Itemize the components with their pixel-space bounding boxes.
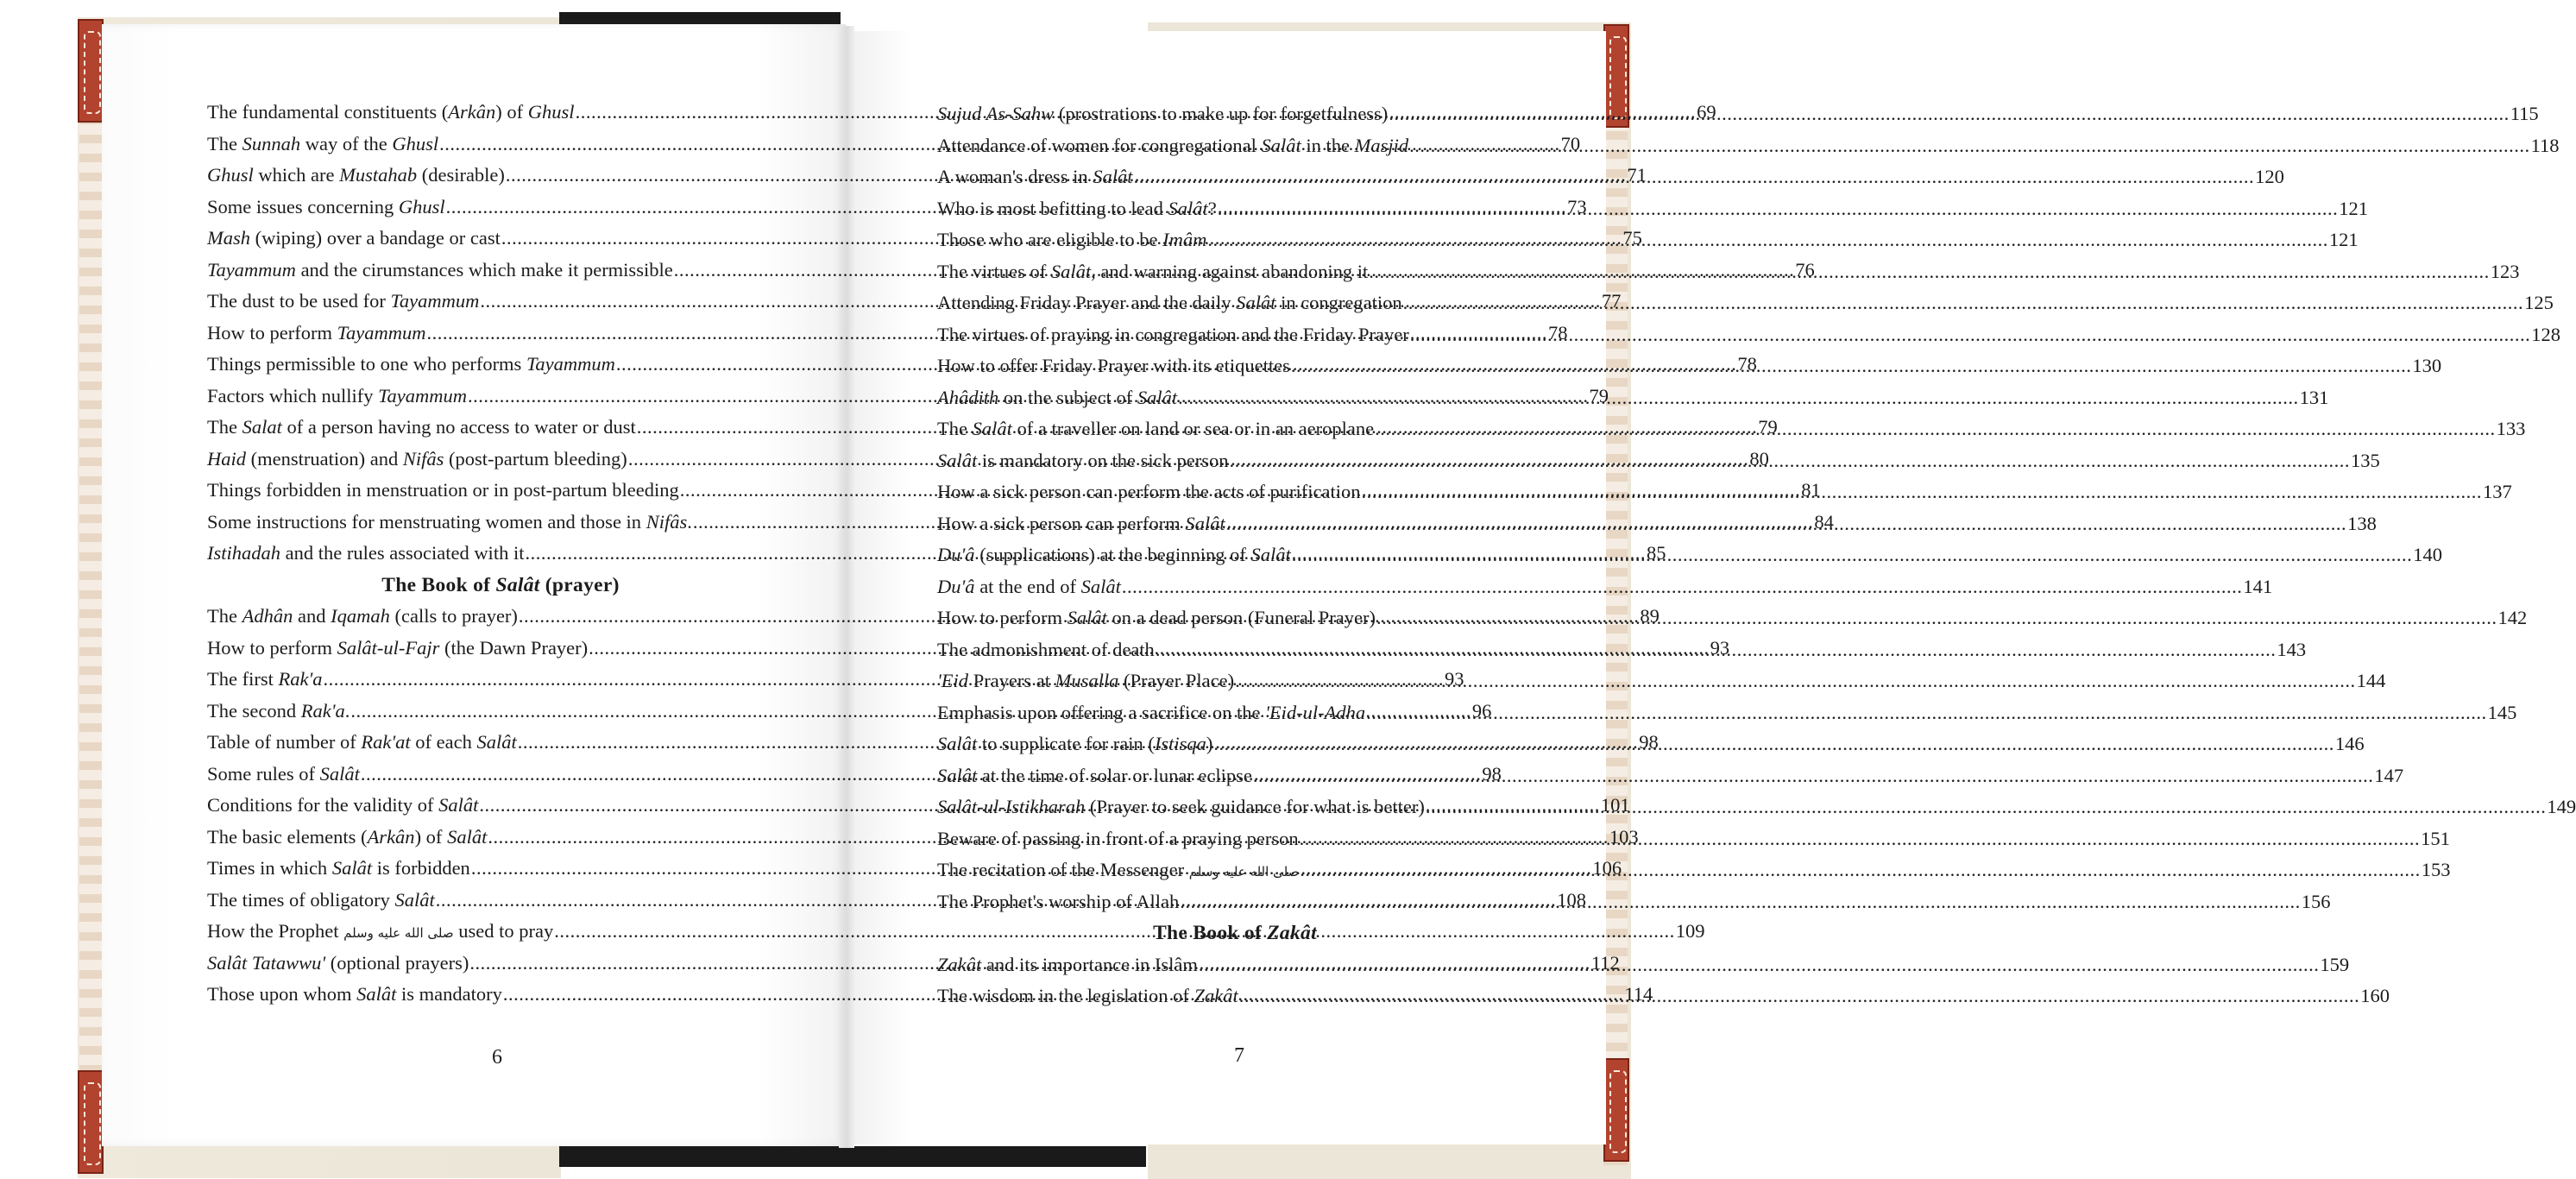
toc-title-part: Times in which [207,857,332,879]
toc-entry-title [207,538,524,570]
toc-title-part: in the [1301,134,1355,156]
toc-entry-title [207,822,487,854]
toc-title-part: How to perform [207,636,337,659]
toc-entry-title [937,319,1409,351]
toc-title-part: Ghusl [392,132,439,154]
toc-title-part: Masjid [1354,134,1409,156]
toc-title-part: used to pray [453,920,554,942]
toc-entry [937,697,2517,729]
toc-entry [937,571,2273,603]
toc-entry-title [207,444,627,476]
toc-title-part: Salat [242,416,282,438]
cover-pattern-left [79,21,104,1169]
toc-page-number: 78 [1737,353,1757,375]
toc-title-part: Attendance of women for congregational [937,134,1262,156]
toc-title-part: (calls to prayer) [389,605,518,627]
dot-leader [1366,697,2487,729]
toc-title-part: Imâm [1162,229,1207,250]
toc-title-part: The dust to be used for [207,290,391,312]
toc-title-part: Who is most befitting to lead [937,197,1168,219]
toc-title-part: (Prayer Place) [1118,670,1235,691]
toc-title-part: (Prayer to seek guidance for what is better) [1085,796,1425,817]
toc-entry-title [937,98,1388,130]
toc-title-part: How to offer Friday Prayer with its etiquettes [937,355,1290,376]
toc-title-part: Salât [1168,197,1208,219]
toc-title-part: (the Dawn Prayer) [439,636,589,659]
ornament-icon [1603,1058,1629,1162]
dot-leader [1229,445,2350,477]
toc-title-part: Attending Friday Prayer and the daily [937,292,1237,313]
toc-title-part: How to perform [207,321,337,344]
toc-page-number: 159 [2320,953,2350,975]
ornament-icon [78,19,104,123]
toc-entry-title [937,539,1291,571]
toc-entry [937,760,2404,792]
toc-title-part: ) of [414,825,448,848]
toc-entry-title [207,916,553,949]
toc-title-part: Tayammum [390,290,480,312]
toc-title-part: Table of number of [207,731,362,753]
toc-entry-title [207,192,445,224]
toc-entry-title [937,602,1376,634]
toc-title-part: Arkân [367,825,415,848]
toc-title-part: Emphasis upon offering a sacrifice on the [937,701,1266,723]
toc-page-number: 89 [1640,605,1660,627]
toc-title-part: Beware of passing in front of a praying person [937,827,1299,849]
toc-entry-title [937,791,1425,823]
toc-title-part: The recitation of the Messenger [937,859,1189,880]
toc-page-number: 145 [2487,701,2517,723]
toc-title-part: Zakât [1194,985,1238,1006]
toc-title-part: and the rules associated with it [280,542,525,564]
toc-title-part: The [207,605,242,627]
toc-title-part: Nifâs [646,510,688,533]
toc-title-part: Those upon whom [207,983,357,1005]
toc-page-number: 144 [2356,670,2386,691]
toc-page-number: 142 [2497,607,2528,628]
dot-leader [1409,130,2530,162]
dot-leader [1213,728,2334,760]
toc-title-part: (desirable) [417,164,505,186]
dot-leader [1239,980,2360,1012]
heading-text: (prayer) [539,573,620,596]
toc-title-part: . [344,699,350,722]
toc-page-number: 114 [1624,983,1653,1005]
toc-page-number: 76 [1795,258,1815,281]
toc-entry-title [207,412,636,444]
dot-leader [1218,193,2339,225]
toc-page-number: 153 [2421,859,2451,880]
toc-entry-title [937,508,1225,540]
toc-entry-title [207,475,679,507]
toc-entry-title [937,886,1179,918]
toc-title-part: The [207,132,242,154]
dot-leader [1376,602,2497,634]
dot-leader [1369,256,2490,288]
toc-title-part: Rak'a [300,699,345,722]
toc-page-number: 160 [2360,985,2390,1006]
toc-title-part: The fundamental constituents ( [207,101,449,123]
toc-title-part: How a sick person can perform the acts of purification [937,481,1361,502]
toc-page-number: 101 [1600,794,1630,816]
toc-page-number: 118 [2530,134,2560,156]
dot-leader [1361,476,2482,508]
toc-title-part: Du'â [937,575,975,597]
toc-entry-title [937,728,1212,760]
toc-title-part: The second [207,699,301,722]
toc-entry-title [937,476,1360,508]
toc-entry-title [207,318,426,350]
toc-entry-title [207,664,323,696]
toc-title-part: Salât [1250,544,1291,565]
ornament-icon [78,1070,104,1174]
toc-entry-title [207,255,673,287]
toc-entry-title [937,161,1133,193]
toc-title-part: and its importance in Islâm [981,953,1198,975]
toc-title-part: Salât Tatawwu' [207,951,326,974]
section-heading [207,570,794,602]
toc-title-part: Salât [1093,166,1133,187]
toc-page-number: 125 [2524,292,2554,313]
toc-entry-title [207,129,438,161]
toc-title-part: Ghusl [527,101,575,123]
toc-title-part: on a dead person (Funeral Prayer) [1106,607,1376,628]
toc-title-part: The times of obligatory [207,888,395,911]
toc-title-part: and [293,605,331,627]
toc-title-part: (menstruation) and [246,447,403,470]
dot-leader [1410,319,2531,351]
toc-title-part: at the time of solar or lunar eclipse [977,764,1252,786]
toc-title-part: Salât [972,418,1012,439]
heading-text: The Book of [1153,922,1268,944]
dot-leader [1199,949,2320,981]
toc-title-part: Salât [1185,512,1225,534]
toc-page-number: 98 [1639,731,1659,753]
toc-page-number: 106 [1592,857,1622,879]
toc-title-part: Prayers at [968,670,1055,691]
toc-page-number: 137 [2482,481,2512,502]
toc-page-number: 146 [2334,733,2365,754]
toc-title-part: How to perform [937,607,1068,628]
toc-title-part: on the subject of [998,386,1137,408]
toc-title-part: of each [410,731,477,753]
toc-title-part: Salât [937,764,978,786]
toc-title-part: Salât [1067,607,1107,628]
toc-title-part: Some issues concerning [207,195,399,218]
toc-title-part: which are [253,164,340,186]
toc-page-number: 79 [1758,416,1778,438]
page-number-right: 7 [1234,1044,1244,1067]
toc-page-number: 138 [2347,512,2377,534]
toc-title-part: The first [207,668,279,690]
toc-page-number: 80 [1749,447,1769,470]
page-number-left: 6 [492,1046,502,1069]
toc-title-part: in congregation [1275,292,1402,313]
toc-title-part: Things forbidden in menstruation or in post-partum bleeding [207,479,679,501]
toc-entry-title [207,507,692,539]
toc-entry-title [207,633,588,665]
toc-page-number: 93 [1445,668,1464,690]
toc-title-part: Adhân [242,605,293,627]
toc-title-part: ? [1207,197,1217,219]
toc-page-number: 112 [1590,951,1620,974]
toc-entry-title [937,697,1365,729]
toc-entry-title [937,980,1238,1012]
dot-leader [1403,287,2524,319]
toc-entry-title [937,130,1408,162]
toc-entry-title [207,790,478,822]
toc-page-number: 151 [2421,827,2450,849]
toc-title-part: Those who are eligible to be [937,229,1163,250]
toc-page-number: 85 [1646,542,1666,564]
toc-title-part: (prostrations to make up for forgetfulness) [1054,103,1389,124]
section-heading [937,917,1533,949]
toc-title-part: Ghusl [207,164,254,186]
toc-page-number: 128 [2531,323,2560,345]
toc-title-part: of a traveller on land or sea or in an aeroplane [1011,418,1375,439]
toc-title-part: Some rules of [207,762,320,785]
toc-title-part: of a person having no access to water or dust [281,416,636,438]
toc-title-part: Salât [356,983,397,1005]
heading-text: Zakât [1267,922,1317,944]
toc-title-part: The [937,418,973,439]
toc-title-part: Factors which nullify [207,384,379,407]
toc-entry-title [207,696,350,728]
toc-title-part: Salât [1236,292,1276,313]
dot-leader [1122,571,2243,603]
toc-entry [937,665,2386,697]
toc-title-part: Tayammum [378,384,468,407]
dot-leader [1235,665,2356,697]
toc-title-part: is mandatory on the sick person [977,449,1229,471]
toc-title-part: A woman's dress in [937,166,1093,187]
toc-title-part: Mustahab [339,164,418,186]
toc-page-number: 140 [2413,544,2443,565]
dot-leader [1178,382,2299,414]
toc-page-number: 69 [1697,101,1716,123]
toc-entry-title [937,193,1217,225]
toc-entry-title [207,759,360,791]
toc-title-part: The [207,416,242,438]
toc-title-part: Haid [207,447,246,470]
toc-page-number: 131 [2299,386,2329,408]
toc-entry-title [937,382,1177,414]
toc-entry-title [937,571,1121,603]
toc-title-part: Salât [1261,134,1301,156]
heading-text: Salât [495,573,540,596]
toc-page-number: 93 [1710,636,1730,659]
dot-leader [1253,760,2374,792]
toc-title-part: is mandatory [396,983,502,1005]
toc-entry-title [207,948,469,980]
toc-title-part: The Prophet's worship of Allah [937,890,1180,912]
toc-title-part: , and warning against abandoning it [1091,260,1369,282]
toc-entry-title [937,760,1252,792]
toc-entry-title [207,727,517,759]
toc-title-part: Salât [438,794,479,816]
toc-page-number: 143 [2277,638,2307,660]
dot-leader [1292,539,2413,571]
toc-title-part: and the cirumstances which make it permissible [295,258,673,281]
toc-page-number: 79 [1589,384,1609,407]
toc-title-part: Mash [207,227,250,249]
toc-entry-title [207,223,501,255]
toc-title-part: The virtues of [937,260,1051,282]
toc-title-part: Ahâdith [937,386,999,408]
toc-page-number: 71 [1627,164,1647,186]
toc-title-part: The basic elements ( [207,825,368,848]
toc-title-part: Salât-ul-Istikharah [937,796,1086,817]
dot-leader [1300,823,2421,855]
toc-title-part: (supplications) at the beginning of [974,544,1251,565]
toc-entry-title [937,287,1402,319]
toc-title-part: Salât [394,888,435,911]
toc-title-part: Tayammum [337,321,426,344]
toc-title-part: Istihadah [207,542,281,564]
toc-entry-title [937,634,1155,666]
arabic-honorific: صلى الله عليه وسلم [1188,864,1300,880]
toc-page-number: 81 [1801,479,1821,501]
toc-title-part: Rak'at [361,731,411,753]
dot-leader [1207,224,2328,256]
toc-title-part: Some instructions for menstruating women and those in [207,510,646,533]
toc-page-number: 84 [1814,510,1834,533]
dot-leader [1426,791,2547,823]
toc-title-part: Salât [1050,260,1092,282]
toc-entry-title [937,854,1299,888]
toc-page-number: 156 [2301,890,2331,912]
toc-page-number: 149 [2547,796,2576,817]
toc-title-part: Tayammum [526,353,615,375]
toc-title-part: way of the [300,132,393,154]
toc-title-part: Salât [1137,386,1178,408]
toc-entry-title [937,256,1368,288]
toc-title-part: Istisqa [1154,733,1206,754]
toc-page-number: 78 [1548,321,1568,344]
toc-title-part: The virtues of praying in congregation and the Friday Prayer [937,323,1409,345]
toc-entry-title [937,665,1234,697]
toc-title-part: Salât-ul-Fajr [337,636,440,659]
toc-entry-title [207,885,435,917]
toc-title-part: Things permissible to one who performs [207,353,526,375]
toc-entry-title [207,97,575,129]
toc-page-number: 130 [2412,355,2442,376]
toc-title-part: 'Eid-ul-Adha [1265,701,1366,723]
toc-page-number: 121 [2328,229,2359,250]
toc-page-number: 109 [1675,920,1705,942]
toc-title-part: Sunnah [242,132,301,154]
toc-title-part: . [687,510,692,533]
toc-title-part: Tayammum [207,258,296,281]
toc-page-number: 98 [1482,762,1502,785]
toc-entry-title [937,224,1206,256]
heading-text: The Book of [381,573,496,596]
toc-entry-title [937,413,1374,445]
toc-page-number: 121 [2339,197,2368,219]
toc-entry-title [207,979,502,1011]
dot-leader [1156,634,2277,666]
toc-page-number: 115 [2510,103,2539,124]
toc-title-part: Nifâs [402,447,444,470]
toc-page-number: 108 [1557,888,1586,911]
toc-entry-title [207,349,615,381]
toc-title-part: How the Prophet [207,920,344,942]
toc-title-part: ) of [495,101,528,123]
toc-entry-title [937,949,1198,981]
toc-entry-title [937,823,1299,855]
toc-title-part: (optional prayers) [325,951,469,974]
toc-title-part: Salât [476,731,517,753]
toc-page-number: 133 [2496,418,2526,439]
toc-title-part: Zakât [937,953,982,975]
toc-entry-title [207,160,505,192]
toc-entry-title [207,601,518,633]
toc-title-part: Salât [331,857,373,879]
dot-leader [1300,854,2421,886]
toc-entry-title [937,445,1228,477]
toc-page-number: 96 [1471,699,1492,722]
dot-leader [1291,350,2412,382]
toc-page-number: 77 [1601,290,1622,312]
toc-title-part: Iqamah [331,605,390,627]
dot-leader [1180,886,2301,918]
toc-entry-title [207,286,479,318]
toc-page-number: 75 [1622,227,1642,249]
toc-title-part: Ghusl [398,195,445,218]
toc-title-part: Salât [937,449,978,471]
toc-title-part: is forbidden [372,857,470,879]
toc-title-part: Salât [319,762,360,785]
toc-title-part: Salât [937,733,978,754]
toc-page-number: 120 [2255,166,2284,187]
spine-bottom [559,1146,1146,1167]
toc-title-part: Musalla [1055,670,1119,691]
toc-title-part: Arkân [448,101,496,123]
toc-title-part: ) [1206,733,1213,754]
toc-title-part: Rak'a [278,668,323,690]
toc-title-part: to supplicate for rain ( [977,733,1155,754]
toc-page-number: 141 [2243,575,2273,597]
toc-title-part: How a sick person can perform [937,512,1186,534]
dot-leader [1226,508,2347,540]
dot-leader [1134,161,2255,193]
toc-title-part: (post-partum bleeding) [444,447,627,470]
toc-entry-title [937,350,1290,382]
toc-page-number: 73 [1567,195,1587,218]
toc-title-part: Conditions for the validity of [207,794,439,816]
toc-page-number: 70 [1560,132,1581,154]
toc-entry-title [207,853,470,885]
toc-page-number: 103 [1609,825,1639,848]
toc-title-part: Salât [447,825,488,848]
toc-title-part: Salât [1080,575,1121,597]
dot-leader [1389,98,2510,130]
dot-leader [1375,413,2496,445]
toc-title-part: Du'â [937,544,975,565]
toc-title-part: Sujud As-Sahw [937,103,1055,124]
toc-page-number: 147 [2374,764,2404,786]
toc-page-number: 123 [2490,260,2520,282]
toc-title-part: (wiping) over a bandage or cast [250,227,501,249]
toc-page-number: 135 [2350,449,2380,471]
toc-title-part: The wisdom in the legislation of [937,985,1194,1006]
toc-title-part: 'Eid [937,670,969,691]
toc-title-part: at the end of [974,575,1081,597]
toc-entry-title [207,381,467,413]
toc-title-part: The admonishment of death [937,638,1155,660]
arabic-honorific: صلى الله عليه وسلم [343,925,454,941]
